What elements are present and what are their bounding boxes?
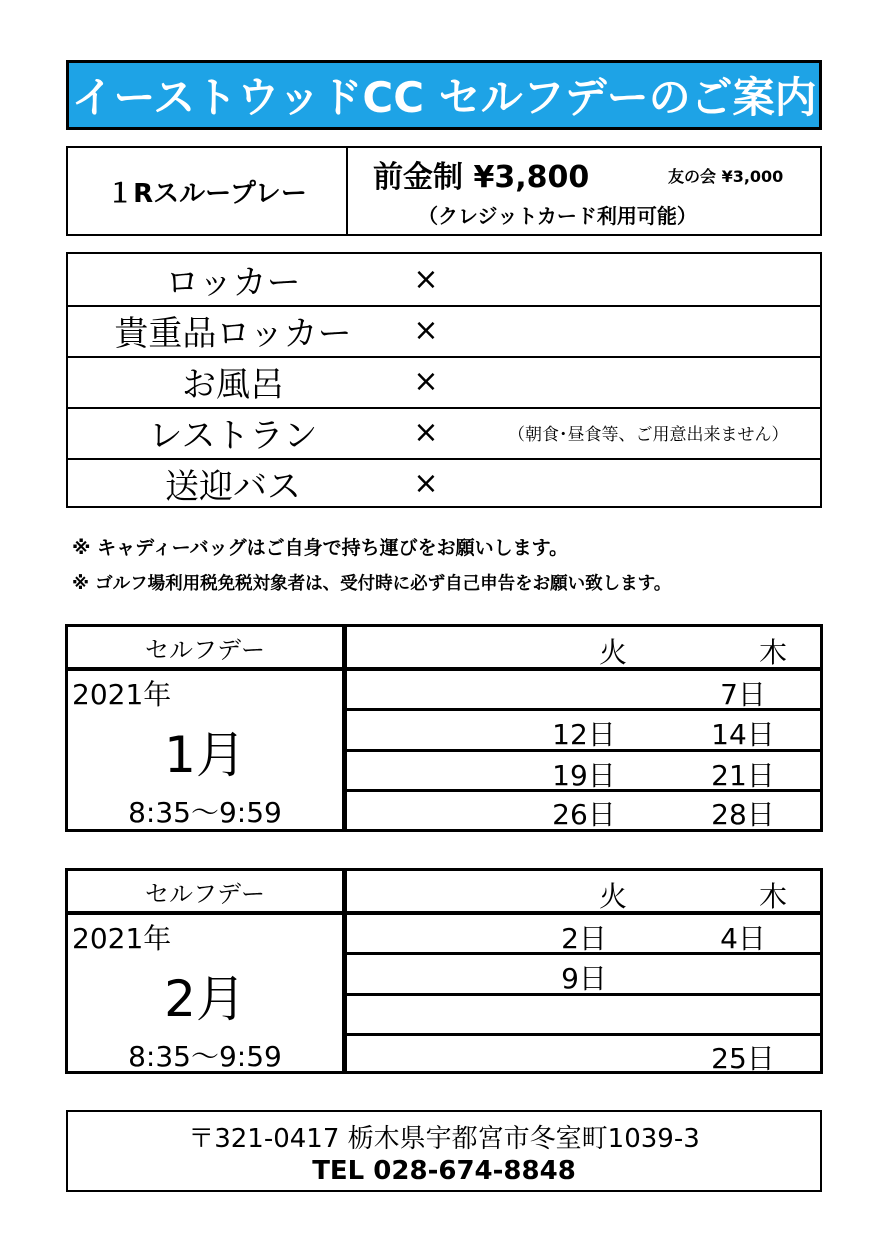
price-main: 前金制 ¥3,800 bbox=[373, 160, 590, 195]
date-cell: 14日 bbox=[711, 718, 775, 751]
column-divider bbox=[342, 627, 347, 829]
schedule-month: 1月 bbox=[164, 726, 246, 784]
facility-row bbox=[68, 407, 820, 460]
price-box bbox=[66, 146, 822, 236]
date-cell: 2日 bbox=[561, 922, 607, 955]
page-title: イーストウッドCC セルフデーのご案内 bbox=[71, 73, 817, 122]
schedule-year: 2021年 bbox=[72, 922, 172, 955]
unavailable-mark: × bbox=[413, 262, 439, 297]
facility-row bbox=[68, 305, 820, 358]
day-header-thu: 木 bbox=[758, 636, 787, 669]
price-member: 友の会 ¥3,000 bbox=[668, 167, 784, 186]
facility-name: 貴重品ロッカー bbox=[114, 314, 352, 354]
day-header-thu: 木 bbox=[758, 880, 787, 913]
price-card-note: （クレジットカード利用可能） bbox=[418, 204, 697, 228]
phone-number: TEL 028-674-8848 bbox=[312, 1156, 576, 1186]
date-cell: 19日 bbox=[552, 759, 616, 792]
date-cell: 25日 bbox=[711, 1042, 775, 1075]
schedule-time: 8:35～9:59 bbox=[128, 796, 282, 829]
unavailable-mark: × bbox=[413, 415, 439, 450]
date-cell: 9日 bbox=[561, 962, 607, 995]
schedule-february bbox=[65, 868, 823, 1074]
facility-name: お風呂 bbox=[182, 365, 284, 405]
schedule-time: 8:35～9:59 bbox=[128, 1040, 282, 1073]
facility-name: 送迎バス bbox=[165, 467, 301, 507]
note-caddie-bag: ※ キャディーバッグはご自身で持ち運びをお願いします。 bbox=[72, 537, 569, 559]
facility-note: （朝食･昼食等、ご用意出来ません） bbox=[508, 425, 789, 445]
schedule-header: セルフデー bbox=[145, 879, 265, 908]
facility-name: レストラン bbox=[148, 416, 318, 456]
day-header-tue: 火 bbox=[598, 880, 627, 913]
facility-row bbox=[68, 356, 820, 409]
note-tax-exemption: ※ ゴルフ場利用税免税対象者は、受付時に必ず自己申告をお願い致します。 bbox=[72, 574, 672, 594]
date-cell: 21日 bbox=[711, 759, 775, 792]
date-cell: 7日 bbox=[720, 678, 766, 711]
schedule-header: セルフデー bbox=[145, 635, 265, 664]
unavailable-mark: × bbox=[413, 466, 439, 501]
unavailable-mark: × bbox=[413, 364, 439, 399]
facility-row bbox=[68, 254, 820, 307]
title-banner bbox=[66, 60, 822, 130]
address-box bbox=[66, 1110, 822, 1192]
header-divider bbox=[68, 667, 820, 671]
date-cell: 12日 bbox=[552, 718, 616, 751]
facility-row bbox=[68, 458, 820, 509]
date-cell: 4日 bbox=[720, 922, 766, 955]
schedule-month: 2月 bbox=[164, 970, 246, 1028]
unavailable-mark: × bbox=[413, 313, 439, 348]
date-cell: 28日 bbox=[711, 798, 775, 831]
play-type-label: １Rスループレー bbox=[68, 148, 348, 234]
header-divider bbox=[68, 911, 820, 915]
date-cell: 26日 bbox=[552, 798, 616, 831]
row-divider bbox=[347, 1033, 820, 1036]
column-divider bbox=[342, 871, 347, 1071]
facilities-table bbox=[66, 252, 822, 508]
postal-address: 〒321-0417 栃木県宇都宮市冬室町1039-3 bbox=[188, 1124, 700, 1154]
day-header-tue: 火 bbox=[598, 636, 627, 669]
facility-name: ロッカー bbox=[165, 263, 301, 303]
schedule-year: 2021年 bbox=[72, 678, 172, 711]
schedule-january bbox=[65, 624, 823, 832]
